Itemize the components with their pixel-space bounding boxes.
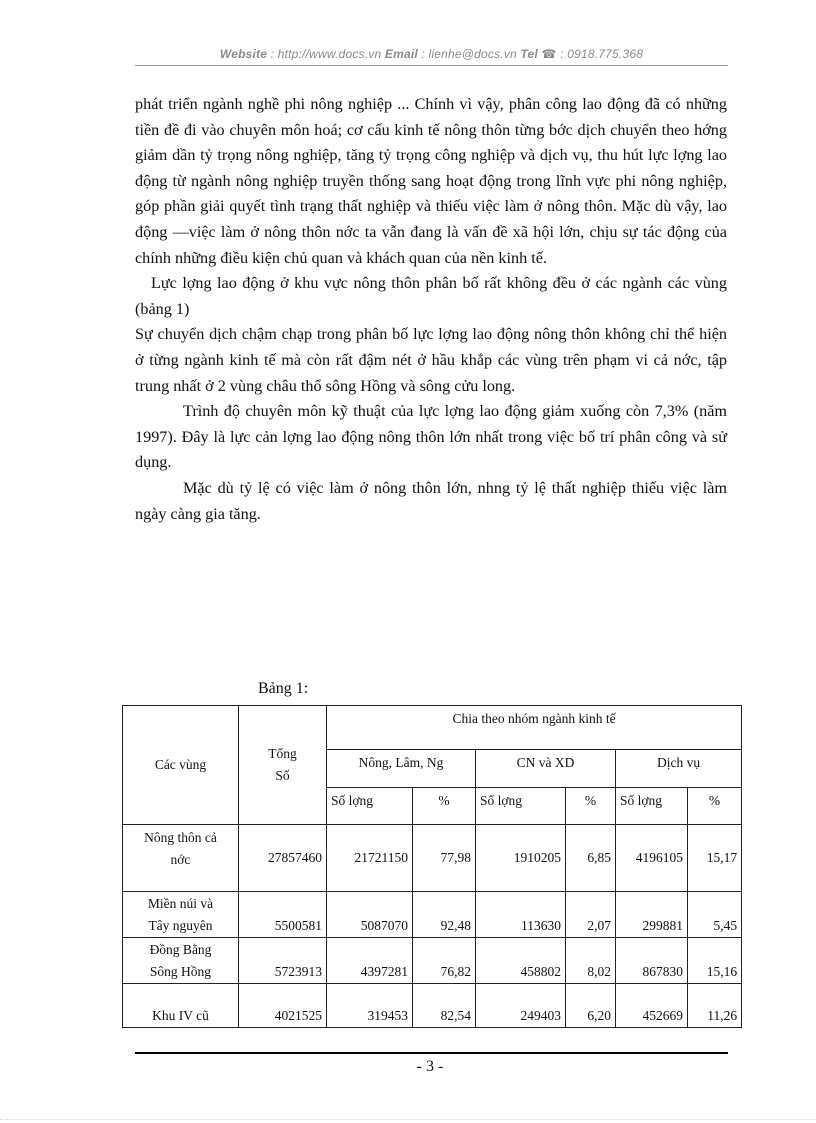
header-serv-pct: % xyxy=(688,788,742,825)
paragraph-5: Mặc dù tỷ lệ có việc làm ở nông thôn lớn, nhng tỷ lệ thất nghiệp thiếu việc làm ngày càng gia tăng. xyxy=(135,478,727,523)
footer-divider xyxy=(135,1052,728,1054)
header-serv-count: Số lợng xyxy=(616,788,688,825)
serv-pct-cell: 5,45 xyxy=(688,892,742,938)
header-ind-pct: % xyxy=(566,788,616,825)
header-group: Chia theo nhóm ngành kinh tế xyxy=(327,706,742,750)
page-bottom-border xyxy=(0,1119,816,1120)
header-services: Dịch vụ xyxy=(616,750,742,788)
agri-count-cell: 21721150 xyxy=(327,825,413,892)
total-cell: 4021525 xyxy=(239,984,327,1028)
ind-count-cell: 113630 xyxy=(476,892,566,938)
total-cell: 27857460 xyxy=(239,825,327,892)
agri-pct-cell: 76,82 xyxy=(413,938,476,984)
table-row xyxy=(123,938,742,984)
region-line2: nớc xyxy=(170,852,191,867)
email-value: : lienhe@docs.vn xyxy=(421,47,517,61)
tel-label: Tel xyxy=(520,47,538,61)
header-total xyxy=(239,706,327,825)
header-agri-count: Số lợng xyxy=(327,788,413,825)
ind-pct-cell: 2,07 xyxy=(566,892,616,938)
region-line1: Nông thôn cả xyxy=(144,830,217,845)
header-divider xyxy=(135,65,728,66)
paragraph-1: phát triển ngành nghề phi nông nghiệp ... Chính vì vậy, phân công lao động đã có những tiền đề đi vào chuyên môn hoá; cơ cấu kinh tế nông thôn từng bớc dịch chuyển theo hớng giảm dần tỷ trọng nông nghiệp, tăng tỷ trọng công nghiệp và dịch vụ, thu hút lực lợng lao động từ ngành nông nghiệp truyền thống sang hoạt động trong lĩnh vực phi nông nghiệp, góp phần giải quyết tình trạng thất nghiệp và thiếu việc làm ở nông thôn. Mặc dù vậy, lao động —việc làm ở nông thôn nớc ta vẫn đang là vấn đề xã hội lớn, chịu sự tác động của chính những điều kiện chủ quan và khách quan của nền kinh tế. xyxy=(135,95,727,267)
serv-pct-cell: 11,26 xyxy=(688,984,742,1028)
region-line1: Đồng Bằng xyxy=(149,941,212,957)
agri-pct-cell: 92,48 xyxy=(413,892,476,938)
header-region: Các vùng xyxy=(123,706,239,825)
region-cell xyxy=(123,892,239,938)
table-row xyxy=(123,984,742,1028)
serv-count-cell: 867830 xyxy=(616,938,688,984)
table-row xyxy=(123,892,742,938)
paragraph-3: Sự chuyển dịch chậm chạp trong phân bố lực lợng lao động nông thôn không chỉ thể hiện ở từng ngành kinh tế mà còn rất đậm nét ở hầu khắp các vùng trên phạm vi cả nớc, tập trung nhất ở 2 vùng châu thổ sông Hồng và sông cửu long. xyxy=(135,325,727,395)
ind-pct-cell: 6,20 xyxy=(566,984,616,1028)
region-line1: Miền núi và xyxy=(147,895,214,911)
paragraph-4: Trình độ chuyên môn kỹ thuật của lực lợng lao động giảm xuống còn 7,3% (năm 1997). Đây là lực cản lợng lao động nông thôn lớn nhất trong việc bố trí phân công và sử dụng. xyxy=(135,402,727,472)
header-agri-pct: % xyxy=(413,788,476,825)
ind-count-cell: 1910205 xyxy=(476,825,566,892)
paragraph-2: Lực lợng lao động ở khu vực nông thôn phân bố rất không đều ở các ngành các vùng (bảng 1) xyxy=(135,274,727,318)
region-line2: Tây nguyên xyxy=(148,917,213,933)
tel-value: ☎ : 0918.775.368 xyxy=(541,47,644,61)
website-label: Website xyxy=(219,47,268,61)
table-caption: Bảng 1: xyxy=(258,680,309,697)
header-total-line1: Tổng xyxy=(268,746,297,761)
serv-count-cell: 452669 xyxy=(616,984,688,1028)
serv-count-cell: 299881 xyxy=(616,892,688,938)
agri-pct-cell: 77,98 xyxy=(413,825,476,892)
agri-pct-cell: 82,54 xyxy=(413,984,476,1028)
header-agriculture: Nông, Lâm, Ng xyxy=(327,750,476,788)
agri-count-cell: 4397281 xyxy=(327,938,413,984)
body-text xyxy=(135,92,727,527)
total-cell: 5723913 xyxy=(239,938,327,984)
email-label: Email xyxy=(384,47,418,61)
region-line2: Sông Hồng xyxy=(149,963,212,979)
page-number: - 3 - xyxy=(416,1058,444,1075)
ind-count-cell: 249403 xyxy=(476,984,566,1028)
table-row xyxy=(123,825,742,892)
serv-pct-cell: 15,17 xyxy=(688,825,742,892)
region-cell xyxy=(123,825,239,892)
header-total-line2: Số xyxy=(275,768,290,783)
region-cell xyxy=(123,938,239,984)
total-cell: 5500581 xyxy=(239,892,327,938)
ind-pct-cell: 8,02 xyxy=(566,938,616,984)
region-cell: Khu IV cũ xyxy=(123,984,239,1028)
labor-distribution-table xyxy=(122,705,742,1028)
ind-pct-cell: 6,85 xyxy=(566,825,616,892)
header-industry: CN và XD xyxy=(476,750,616,788)
header-ind-count: Số lợng xyxy=(476,788,566,825)
website-value: : http://www.docs.vn xyxy=(270,47,382,61)
agri-count-cell: 5087070 xyxy=(327,892,413,938)
serv-pct-cell: 15,16 xyxy=(688,938,742,984)
agri-count-cell: 319453 xyxy=(327,984,413,1028)
serv-count-cell: 4196105 xyxy=(616,825,688,892)
ind-count-cell: 458802 xyxy=(476,938,566,984)
page-header xyxy=(135,47,728,61)
